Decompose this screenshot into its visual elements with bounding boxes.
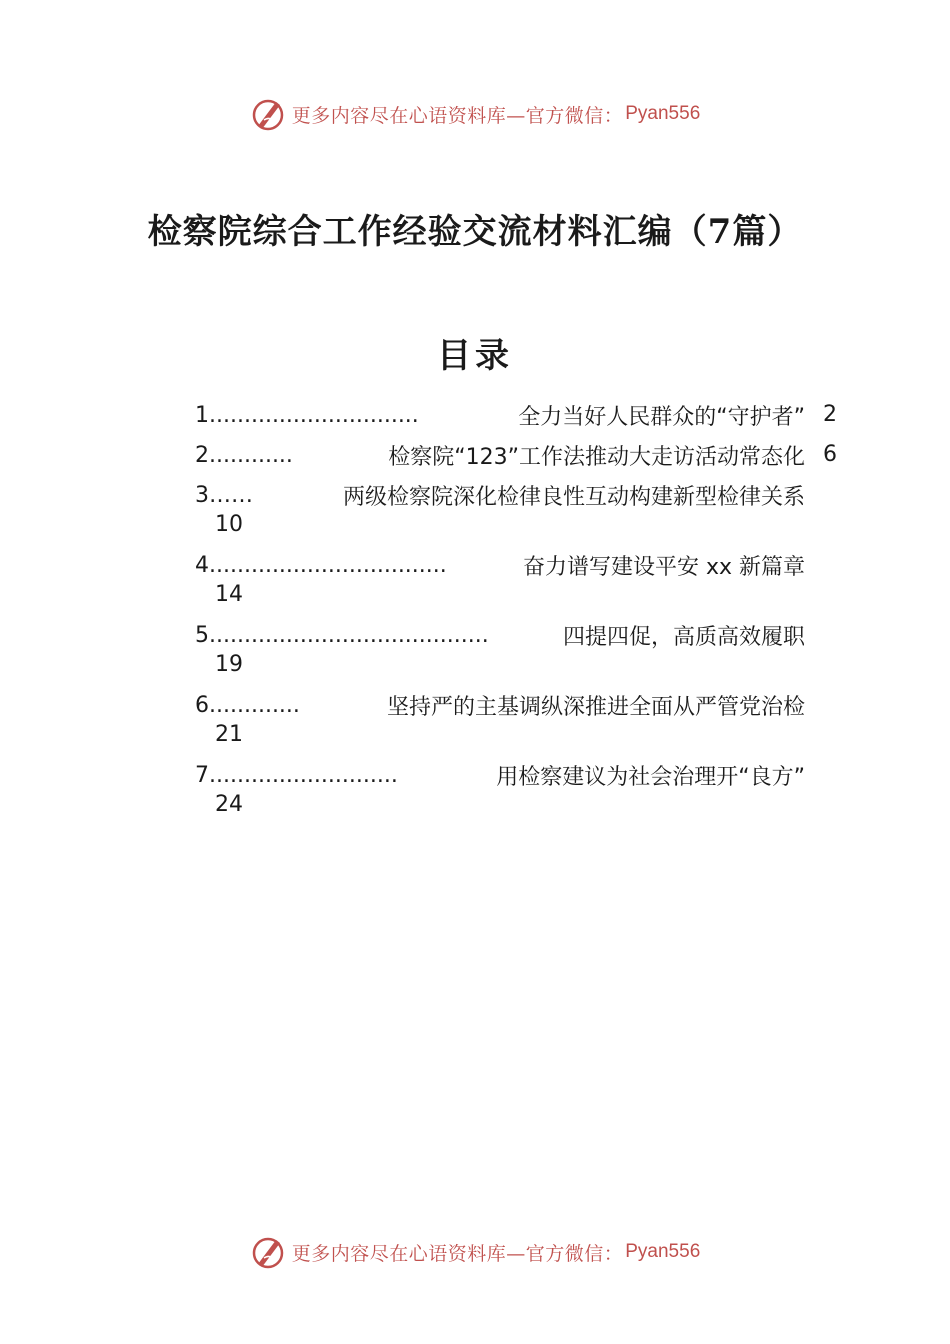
toc-entry-number: 6 [195, 692, 209, 718]
page-footer [0, 1232, 950, 1272]
toc-entry-page: 2 [823, 402, 837, 427]
toc-entry-number: 4 [195, 552, 209, 578]
toc-entry[interactable] [195, 618, 845, 677]
footer-wechat-id: Pyan556 [625, 1241, 701, 1262]
toc-entry-page: 14 [215, 582, 243, 607]
toc-entry-number: 3 [195, 482, 209, 508]
header-wechat-id: Pyan556 [625, 103, 701, 124]
toc-entry-title: 四提四促，高质高效履职 [562, 624, 805, 650]
toc-entry-page: 19 [215, 652, 243, 677]
header-text: 更多内容尽在心语资料库—官方微信： [291, 104, 624, 127]
footer-text: 更多内容尽在心语资料库—官方微信： [291, 1242, 624, 1265]
toc-entry-page: 21 [215, 722, 243, 747]
toc-entry-page: 6 [823, 442, 837, 467]
toc-leader-dots: …… [209, 482, 253, 508]
toc-heading: 目录 [437, 336, 513, 376]
pen-logo-icon [250, 1234, 286, 1270]
toc-entry-title: 全力当好人民群众的“守护者” [518, 404, 805, 430]
toc-entry-title: 奋力谱写建设平安 xx 新篇章 [522, 554, 805, 580]
toc-entry-number: 1 [195, 402, 209, 428]
toc-leader-dots: .............................. [209, 402, 419, 428]
toc-entry-title: 坚持严的主基调纵深推进全面从严管党治检 [386, 694, 805, 720]
page-header [0, 94, 950, 134]
toc-entry-number: 5 [195, 622, 209, 648]
toc-entry[interactable] [195, 398, 845, 432]
toc-entry-number: 2 [195, 442, 209, 468]
toc-leader-dots: .................................. [209, 552, 447, 578]
toc-entry[interactable] [195, 548, 845, 607]
toc-entry-title: 两级检察院深化检律良性互动构建新型检律关系 [342, 484, 805, 510]
toc-leader-dots: ............ [209, 442, 293, 468]
toc-entry[interactable] [195, 758, 845, 817]
document-title: 检察院综合工作经验交流材料汇编（7篇） [147, 212, 803, 252]
toc-entry-page: 10 [215, 512, 243, 537]
toc-leader-dots: ............. [209, 692, 300, 718]
toc-entry-page: 24 [215, 792, 243, 817]
pen-logo-icon [250, 96, 286, 132]
toc-leader-dots: ........................................ [209, 622, 489, 648]
toc-entry-title: 用检察建议为社会治理开“良方” [496, 764, 805, 790]
toc-entry[interactable] [195, 688, 845, 747]
toc-entry-number: 7 [195, 762, 209, 788]
toc-entry[interactable] [195, 438, 845, 472]
toc-leader-dots: ........................... [209, 762, 398, 788]
toc-entry[interactable] [195, 478, 845, 537]
toc-entry-title: 检察院“123”工作法推动大走访活动常态化 [388, 444, 805, 470]
